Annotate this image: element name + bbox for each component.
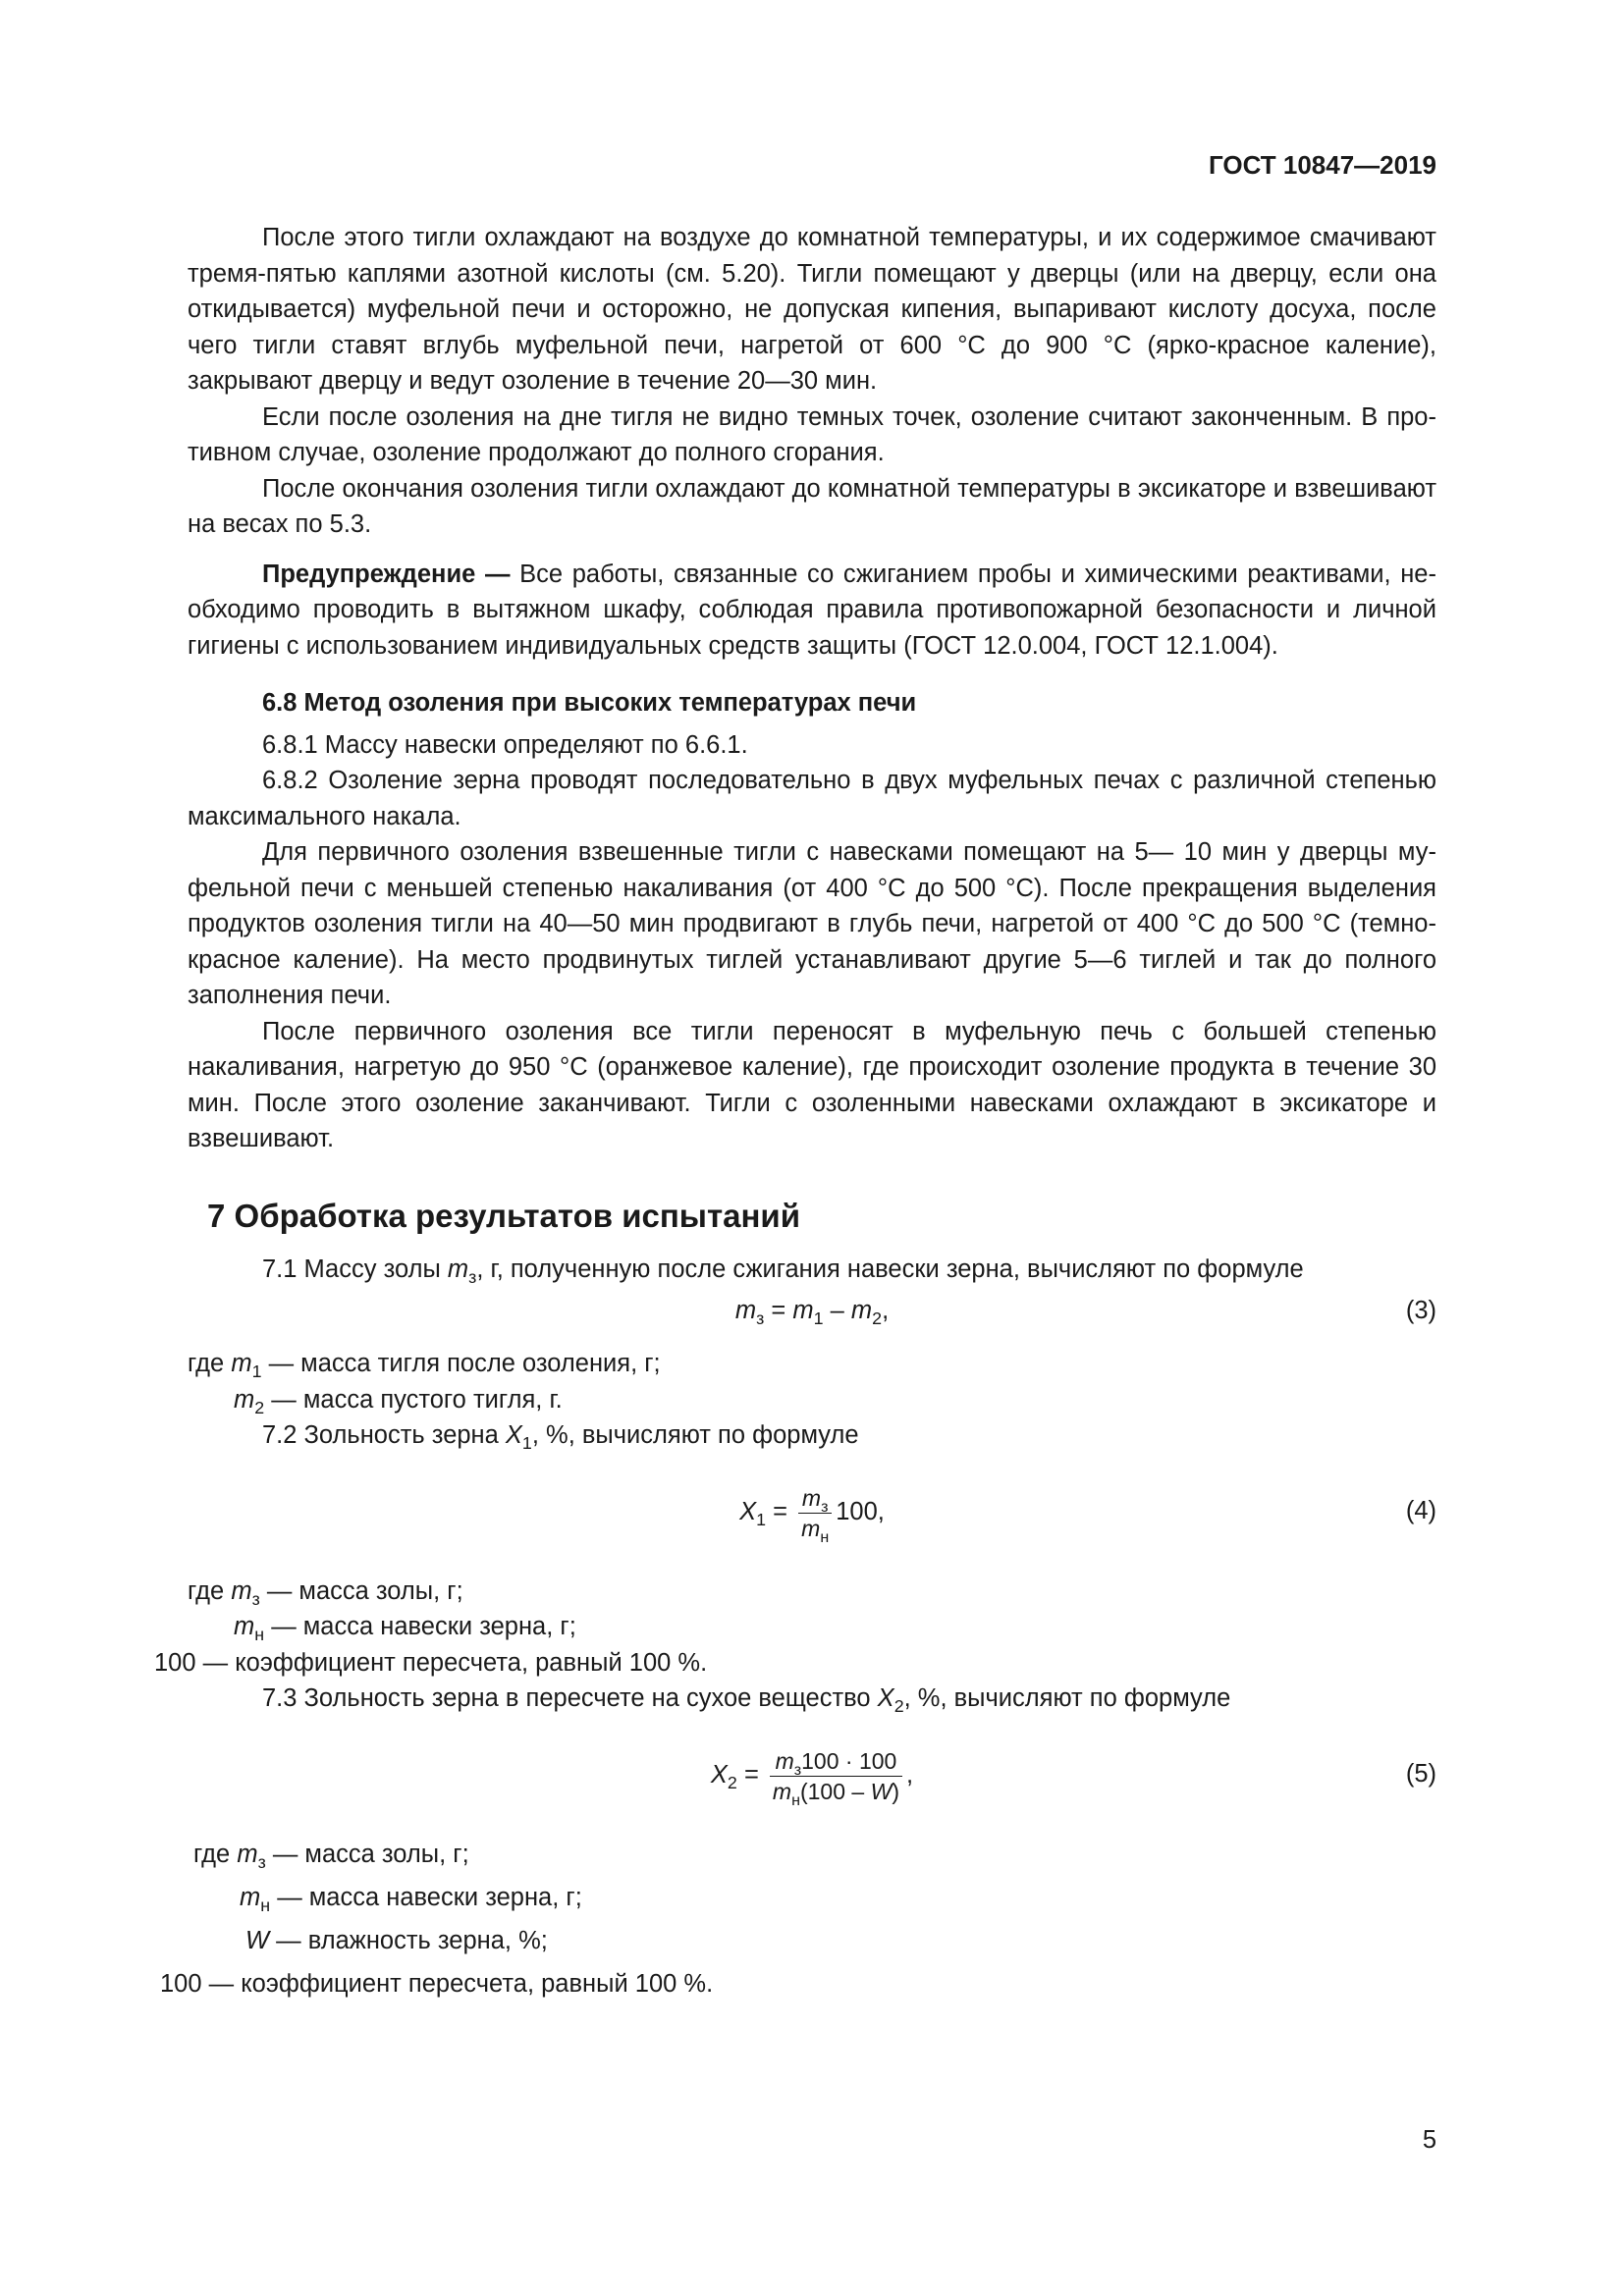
warning-label: Предупреждение — (262, 560, 511, 588)
where-100: 100 — коэффициент пересчета, равный 100 %. (154, 1648, 708, 1677)
where-m1: где $m_1$ — масса тигля после озоления, г; (188, 1350, 661, 1381)
equation-3-formula: $m_з = m_1 - m_2$, (734, 1297, 890, 1328)
equation-4 (188, 1471, 1436, 1552)
page-number: 5 (1422, 2126, 1436, 2154)
clause-6-8-2-secondary: После первичного озоления все тигли переносят в муфельную печь с большей степенью накаливания, нагретую до 950 °C (оранжевое каление), где происходит озоление продукта в течение 30 мин. После этого озоление заканчивают. Тигли с озоленными навесками охлаждают в эксикаторе и взвешивают. (188, 1017, 1436, 1152)
where5-w: W — влажность зерна, %; (245, 1926, 548, 1954)
clause-7-3: 7.3 Зольность зерна в пересчете на сухое вещество $X_2$, %, вычисляют по формуле (262, 1684, 1231, 1716)
page-body (154, 220, 1436, 2009)
where5-100: 100 — коэффициент пересчета, равный 100 %. (160, 1969, 714, 1998)
equation-5 (188, 1735, 1436, 1815)
warning-text: Все работы, связанные со сжиганием пробы и химическими реактивами, необходимо проводить в вытяжном шкафу, соблюдая правила противопожарной безопасности и личной гигиены с использованием индивидуальных средств защиты (ГОСТ 12.0.004, ГОСТ 12.1.004). (188, 560, 1436, 660)
clause-6-8-2: 6.8.2 Озоление зерна проводят последовательно в двух муфельных печах с различной степенью максимального накала. (188, 767, 1436, 830)
document-code-header: ГОСТ 10847—2019 (1209, 150, 1436, 180)
clause-6-8-1: 6.8.1 Массу навески определяют по 6.6.1. (262, 730, 748, 759)
clause-7-1: 7.1 Массу золы $m_з$, г, полученную после сжигания навески зерна, вычисляют по формуле (262, 1255, 1304, 1287)
section-6-8-heading: 6.8 Метод озоления при высоких температурах печи (262, 689, 917, 717)
equation-3 (188, 1293, 1436, 1340)
equation-5-fraction: $\frac{m_з100 \cdot 100}{m_н(100 - W)}$ (770, 1746, 902, 1806)
where5-m-n: $m_н$ — масса навески зерна, г; (240, 1883, 582, 1915)
clause-6-8-2-primary: Для первичного озоления взвешенные тигли с навесками помещают на 5— 10 мин у дверцы муфельной печи с меньшей степенью накаливания (от 400 °C до 500 °C). После прекращения выделения продуктов озоления тигли на 40—50 мин продвигают в глубь печи, нагретой от 400 °C до 500 °C (темнокрасное каление). На место продвинутых тиглей устанавливают другие 5—6 тиглей и так до полного заполнения печи. (188, 838, 1436, 1009)
equation-3-number: (3) (1405, 1297, 1436, 1324)
warning-paragraph (188, 557, 1436, 665)
paragraph-2: Если после озоления на дне тигля не видно темных точек, озоление считают законченным. В противном случае, озоление продолжают до полного сгорания. (188, 402, 1436, 466)
section-7-heading: 7 Обработка результатов испытаний (207, 1197, 800, 1234)
paragraph-1: После этого тигли охлаждают на воздухе до комнатной температуры, и их содержимое смачивают тремя-пятью каплями азотной кислоты (см. 5.20). Тигли помещают у дверцы (или на дверцу, если она откидывается) муфельной печи и осторожно, не допуская кипения, выпаривают кислоту досуха, после чего тигли ставят вглубь муфельной печи, нагретой от 600 °C до 900 °C (ярко-красное каление), закрывают дверцу и ведут озоление в течение 20—30 мин. (188, 224, 1436, 395)
clause-7-2: 7.2 Зольность зерна $X_1$, %, вычисляют по формуле (262, 1421, 859, 1453)
equation-4-number: (4) (1405, 1496, 1436, 1524)
where5-m-z: где $m_з$ — масса золы, г; (193, 1840, 469, 1872)
equation-5-number: (5) (1405, 1759, 1436, 1788)
equation-4-fraction: $\frac{m_з}{m_н}$ (798, 1483, 832, 1543)
paragraph-3: После окончания озоления тигли охлаждают до комнатной температуры в эксикаторе и взвешивают на весах по 5.3. (188, 474, 1436, 538)
where-m-z: где $m_з$ — масса золы, г; (188, 1576, 463, 1609)
where-m-n: $m_н$ — масса навески зерна, г; (234, 1613, 576, 1644)
equation-5-formula: $X_2$ = $\frac{m_з100 \cdot 100}{m_н(100 - W)}$ , (710, 1747, 914, 1809)
equation-4-formula: $X_1$ = $\frac{m_з}{m_н}$ 100, (739, 1484, 885, 1546)
where-m2: $m_2$ — масса пустого тигля, г. (234, 1385, 563, 1417)
